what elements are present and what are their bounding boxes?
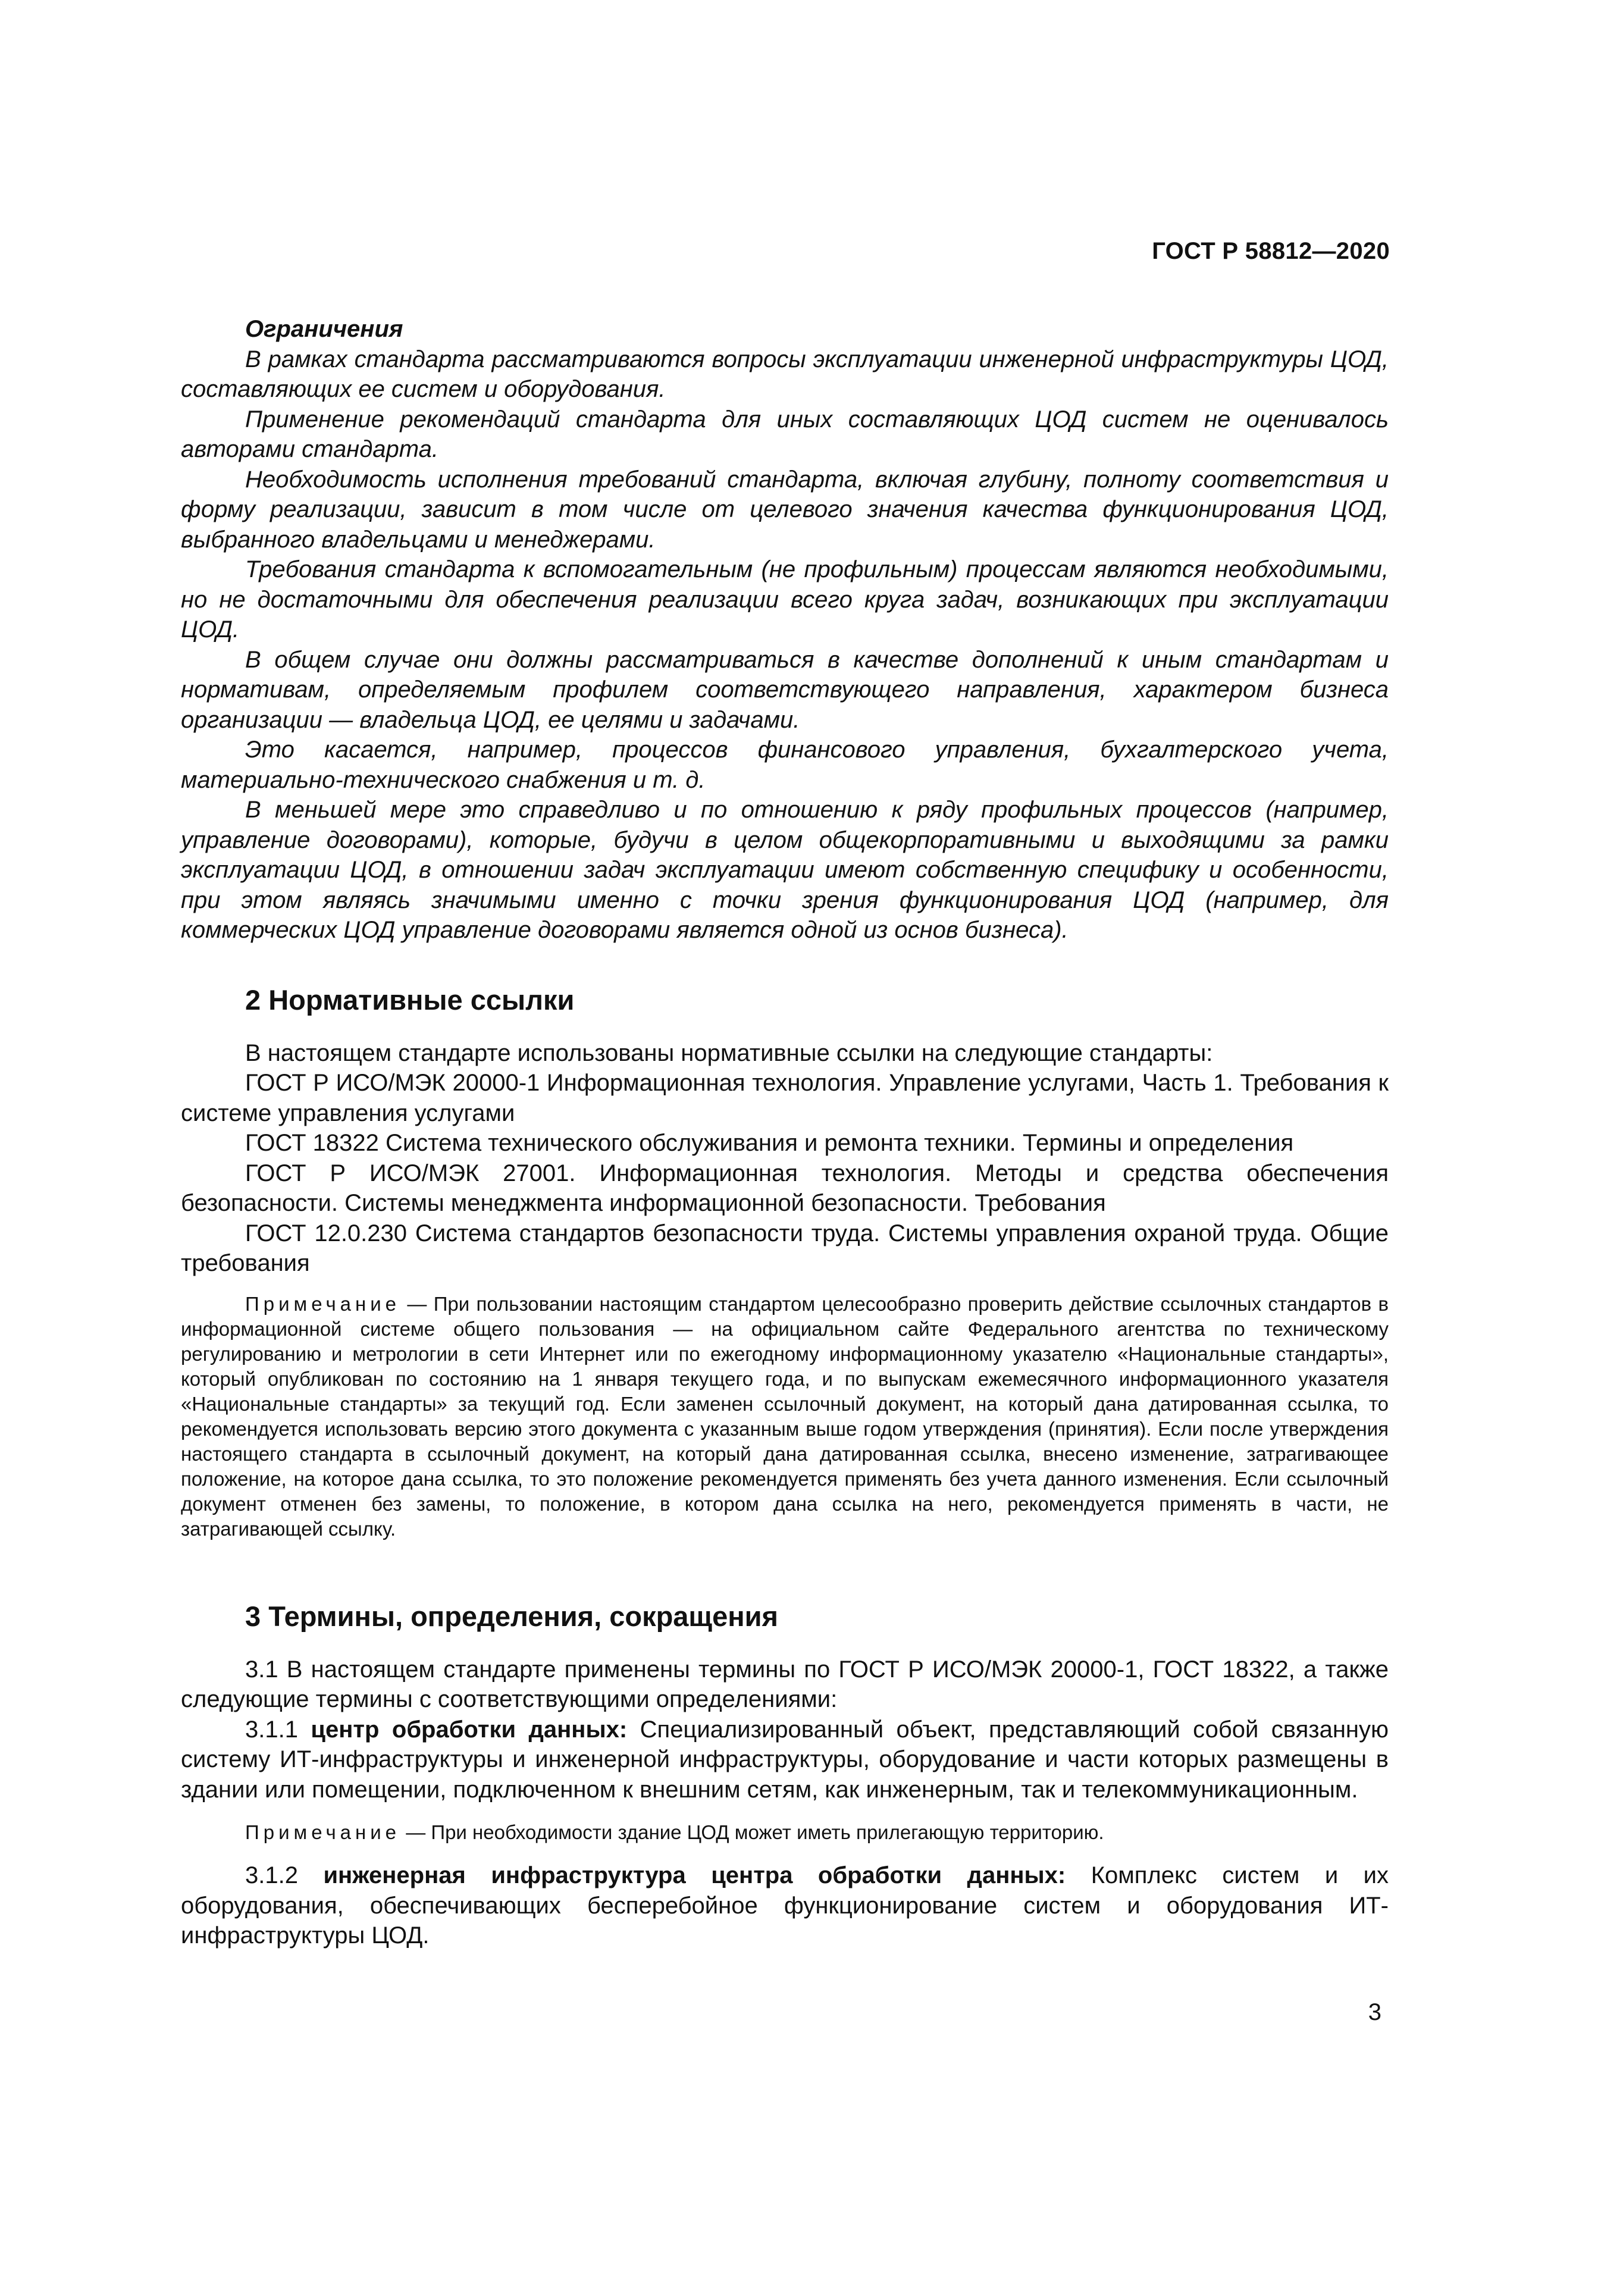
term-name: инженерная инфраструктура центра обработки данных: <box>323 1862 1066 1888</box>
section-3-heading: 3 Термины, определения, сокращения <box>245 1600 778 1632</box>
note-label: Примечание <box>245 1292 401 1315</box>
term-3-1-1 <box>181 1715 1389 1805</box>
note-text: — При необходимости здание ЦОД может иметь прилегающую территорию. <box>406 1821 1104 1843</box>
restrictions-paragraph: Требования стандарта к вспомогательным (не профильным) процессам являются необходимыми, но не достаточными для обеспечения реализации всего круга задач, возникающих при эксплуатации ЦОД. <box>181 556 1389 643</box>
term-number: 3.1.2 <box>245 1862 298 1888</box>
page-number: 3 <box>1368 1999 1381 2025</box>
document-code-header: ГОСТ Р 58812—2020 <box>1152 238 1390 264</box>
section-2-heading: 2 Нормативные ссылки <box>245 983 575 1016</box>
restrictions-paragraph: Необходимость исполнения требований стандарта, включая глубину, полноту соответствия и форму реализации, зависит в том числе от целевого значения качества функционирования ЦОД, выбранного владельцами и менеджерами. <box>181 466 1389 553</box>
normative-reference: ГОСТ 18322 Система технического обслуживания и ремонта техники. Термины и определения <box>245 1130 1294 1156</box>
restrictions-paragraph: Применение рекомендаций стандарта для иных составляющих ЦОД систем не оценивалось авторами стандарта. <box>181 406 1389 462</box>
term-3-1-2 <box>181 1860 1389 1951</box>
restrictions-title: Ограничения <box>245 316 403 342</box>
restrictions-paragraph: В меньшей мере это справедливо и по отношению к ряду профильных процессов (например, управление договорами), которые, будучи в целом общекорпоративными и выходящими за рамки эксплуатации ЦОД, в отношении задач эксплуатации имеют собственную специфику и особенности, при этом являясь значимыми именно с точки зрения функционирования ЦОД (например, для коммерческих ЦОД управление договорами является одной из основ бизнеса). <box>181 797 1389 943</box>
section-3-note <box>181 1820 1389 1845</box>
normative-reference: ГОСТ Р ИСО/МЭК 20000-1 Информационная технология. Управление услугами, Часть 1. Требования к системе управления услугами <box>181 1070 1389 1126</box>
term-number: 3.1.1 <box>245 1716 298 1743</box>
normative-reference: ГОСТ 12.0.230 Система стандартов безопасности труда. Системы управления охраной труда. Общие требования <box>181 1220 1389 1276</box>
term-name: центр обработки данных: <box>311 1716 628 1743</box>
normative-reference: ГОСТ Р ИСО/МЭК 27001. Информационная технология. Методы и средства обеспечения безопасности. Системы менеджмента информационной безопасности. Требования <box>181 1160 1389 1216</box>
restrictions-paragraph: В рамках стандарта рассматриваются вопросы эксплуатации инженерной инфраструктуры ЦОД, составляющих ее систем и оборудования. <box>181 346 1389 402</box>
clause-3-1: 3.1 В настоящем стандарте применены термины по ГОСТ Р ИСО/МЭК 20000-1, ГОСТ 18322, а также следующие термины с соответствующими определениями: <box>181 1656 1389 1712</box>
restrictions-paragraph: В общем случае они должны рассматриваться в качестве дополнений к иным стандартам и нормативам, определяемым профилем соответствующего направления, характером бизнеса организации — владельца ЦОД, ее целями и задачами. <box>181 646 1389 733</box>
term-definition: Специализированный объект, представляющий собой связанную систему ИТ-инфраструктуры и инженерной инфраструктуры, оборудование и части которых размещены в здании или помещении, подключенном к внешним сетям, как инженерным, так и телекоммуникационным. <box>181 1716 1389 1803</box>
term-definition: Комплекс систем и их оборудования, обеспечивающих бесперебойное функционирование систем и оборудования ИТ-инфраструктуры ЦОД. <box>181 1862 1389 1949</box>
note-text: — При пользовании настоящим стандартом целесообразно проверить действие ссылочных стандартов в информационной системе общего пользования — на официальном сайте Федерального агентства по техническому регулированию и метрологии в сети Интернет или по ежегодному информационному указателю «Национальные стандарты», который опубликован по состоянию на 1 января текущего года, и по выпускам ежемесячного информационного указателя «Национальные стандарты» за текущий год. Если заменен ссылочный документ, на который дана датированная ссылка, то рекомендуется использовать версию этого документа с указанным выше годом утверждения (принятия). Если после утверждения настоящего стандарта в ссылочный документ, на который дана датированная ссылка, внесено изменение, затрагивающее положение, на которое дана ссылка, то это положение рекомендуется применять без учета данного изменения. Если ссылочный документ отменен без замены, то положение, в котором дана ссылка на него, рекомендуется применять в части, не затрагивающей ссылку. <box>181 1292 1389 1540</box>
note-label: Примечание <box>245 1821 401 1843</box>
restrictions-paragraph: Это касается, например, процессов финансового управления, бухгалтерского учета, материально-технического снабжения и т. д. <box>181 737 1389 793</box>
section-2-note <box>181 1292 1389 1542</box>
page-content <box>181 314 1389 1951</box>
section-2-intro: В настоящем стандарте использованы нормативные ссылки на следующие стандарты: <box>245 1039 1213 1066</box>
